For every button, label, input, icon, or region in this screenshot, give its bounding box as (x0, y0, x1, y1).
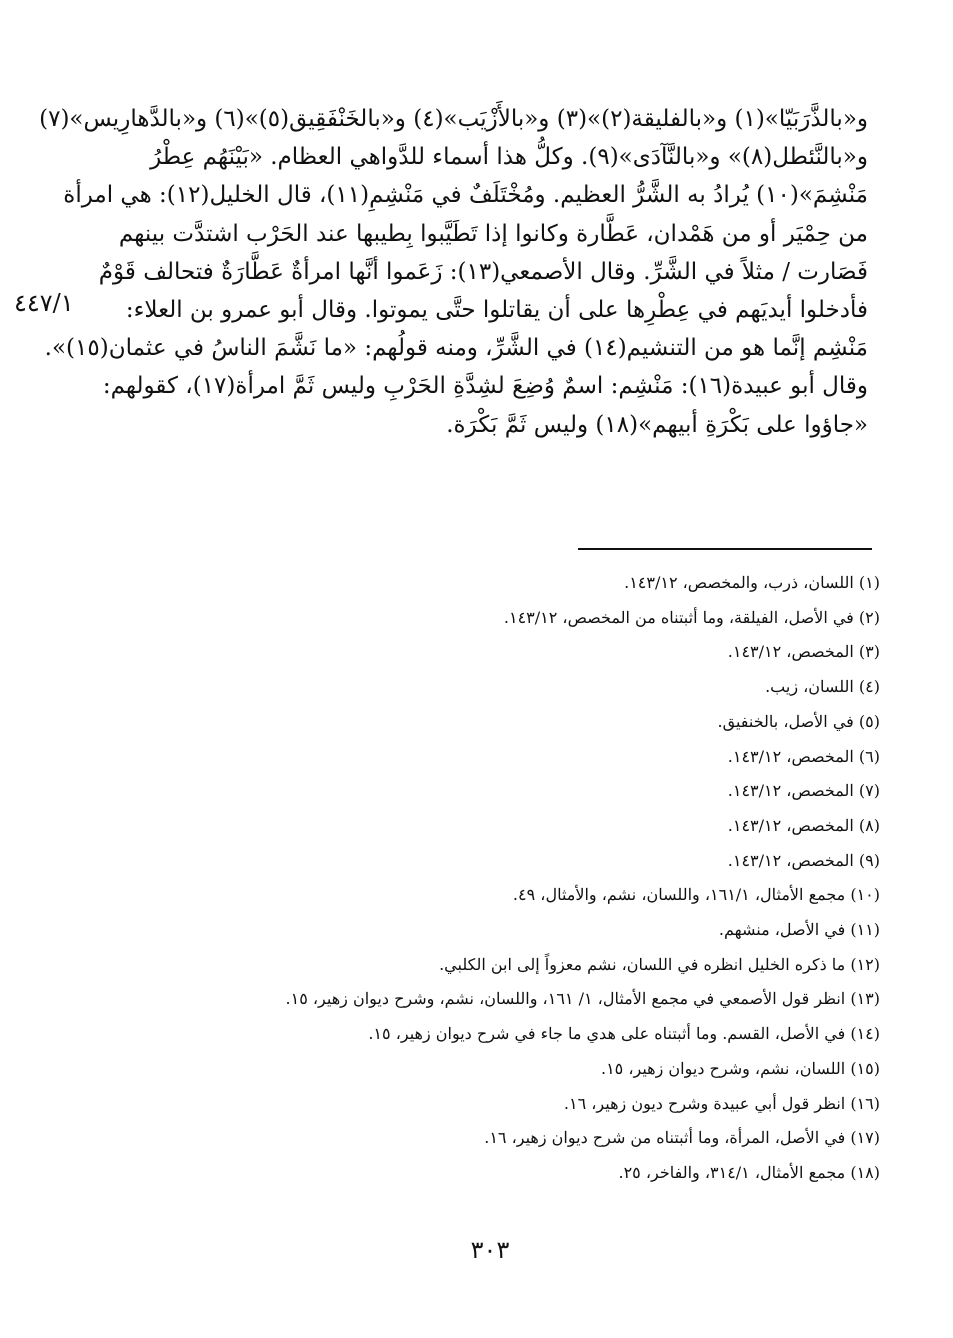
text-line: فأدخلوا أيديَهم في عِطْرِها على أن يقاتلوا حتَّى يموتوا. وقال أبو عمرو بن العلاء: (125, 297, 868, 324)
footnote: (١) اللسان، ذرب، والمخصص، ١٤٣/١٢. (624, 573, 880, 592)
footnote: (١٣) انظر قول الأصمعي في مجمع الأمثال، ١/ ١٦١، واللسان، نشم، وشرح ديوان زهير، ١٥. (285, 989, 880, 1009)
footnote: (٤) اللسان، زيب. (765, 677, 880, 697)
footnote: (١٦) انظر قول أبي عبيدة وشرح ديون زهير، ١٦. (563, 1093, 880, 1113)
text-line: مَنْشِم إنَّما هو من التنشيم(١٤) في الشَّرِّ، ومنه قولُهم: «ما نَشَّمَ الناسُ في عثمان(١٥)». (44, 335, 868, 362)
page-number: ٣٠٣ (470, 1236, 510, 1264)
footnote: (١٥) اللسان، نشم، وشرح ديوان زهير، ١٥. (600, 1058, 880, 1078)
footnote: (١٧) في الأصل، المرأة، وما أثبتناه من شرح ديوان زهير، ١٦. (484, 1128, 880, 1148)
text-line: مَنْشِمَ»(١٠) يُرادُ به الشَّرُّ العظيم. ومُخْتَلَفٌ في مَنْشِمِ(١١)، قال الخليل(١٢): هي امرأة (63, 182, 868, 209)
footnote: (١١) في الأصل، منشهم. (718, 920, 880, 940)
text-line: وقال أبو عبيدة(١٦): مَنْشِم: اسمٌ وُضِعَ لشِدَّةِ الحَرْبِ وليس ثَمَّ امرأة(١٧)، كقولهم: (102, 373, 868, 400)
text-line: «جاؤوا على بَكْرَةِ أبيهم»(١٨) وليس ثَمَّ بَكْرَة. (446, 411, 868, 438)
footnote-separator (578, 548, 872, 550)
text-line: فَصَارت / مثلاً في الشَّرِّ. وقال الأصمعي(١٣): زَعَموا أنَّها امرأةٌ عَطَّارَةٌ فتحالف قَوْمٌ (98, 258, 868, 285)
footnote: (١٢) ما ذكره الخليل انظره في اللسان، نشم معزواً إلى ابن الكلبي. (439, 954, 880, 974)
footnote: (١٤) في الأصل، القسم. وما أثبتناه على هدي ما جاء في شرح ديوان زهير، ١٥. (368, 1024, 880, 1044)
footnote: (٢) في الأصل، الفيلقة، وما أثبتناه من المخصص، ١٤٣/١٢. (503, 607, 880, 627)
footnote: (٣) المخصص، ١٤٣/١٢. (727, 642, 880, 662)
footnote: (٨) المخصص، ١٤٣/١٢. (727, 815, 880, 835)
text-line: و«بالنَّئطل(٨)» و«بالنَّآدَى»(٩). وكلُّ هذا أسماء للدَّواهي العظام. «بَيْنَهُم عِطْرُ (150, 144, 868, 171)
footnotes (120, 566, 880, 1191)
margin-reference: ٤٤٧/١ (14, 289, 74, 317)
text-line: من حِمْيَر أو من هَمْدان، عَطَّارة وكانوا إذا تَطَيَّبوا بِطيبها عند الحَرْب اشتدَّت بينهم (118, 220, 868, 247)
footnote: (٥) في الأصل، بالخنفيق. (717, 711, 880, 731)
footnote: (١٠) مجمع الأمثال، ١٦١/١، واللسان، نشم، والأمثال، ٤٩. (512, 885, 880, 905)
footnote: (٦) المخصص، ١٤٣/١٢. (727, 746, 880, 766)
footnote: (٩) المخصص، ١٤٣/١٢. (727, 850, 880, 870)
footnote: (٧) المخصص، ١٤٣/١٢. (727, 781, 880, 801)
footnote: (١٨) مجمع الأمثال، ٣١٤/١، والفاخر، ٢٥. (618, 1162, 880, 1182)
text-line: و«بالذَّرَبَيّا»(١) و«بالفليقة(٢)»(٣) و«بالأَزْيَب»(٤) و«بالخَنْفَقِيق(٥)»(٦) و«بالدَّهارِيس»(٧) (39, 106, 868, 132)
